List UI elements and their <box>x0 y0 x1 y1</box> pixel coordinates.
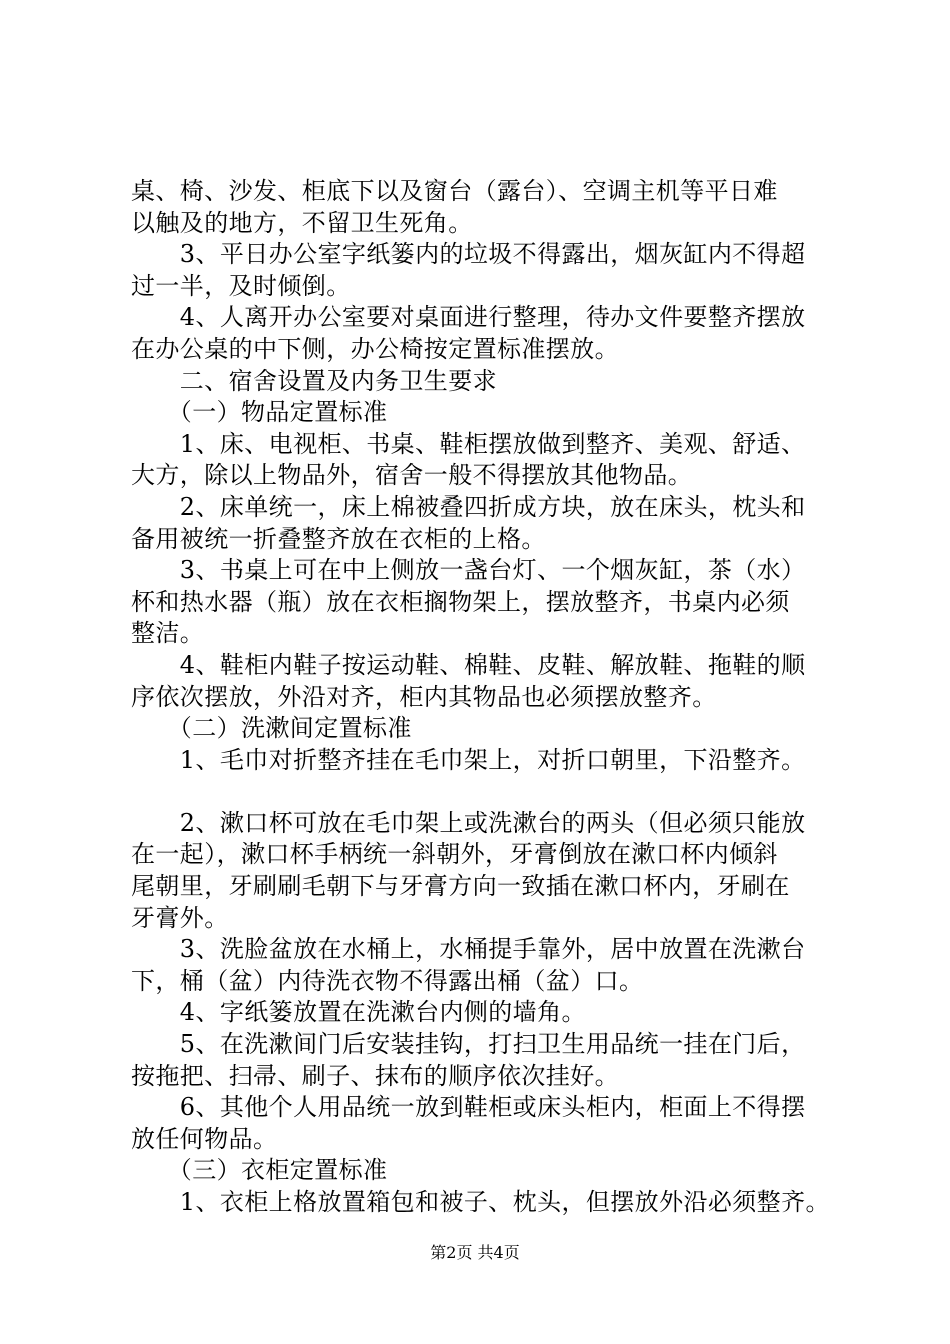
subsection-heading-items: （一）物品定置标准 <box>131 398 388 427</box>
text-line-28: 5、在洗漱间门后安装挂钩，打扫卫生用品统一挂在门后， <box>131 1030 806 1059</box>
text-line-29: 按拖把、扫帚、刷子、抹布的顺序依次挂好。 <box>131 1061 619 1090</box>
text-line-3: 3、平日办公室字纸篓内的垃圾不得露出，烟灰缸内不得超 <box>131 240 806 269</box>
text-line-31: 放任何物品。 <box>131 1124 278 1153</box>
blank-line <box>131 776 837 808</box>
text-line-23: 尾朝里，牙刷刷毛朝下与牙膏方向一致插在漱口杯内，牙刷在 <box>131 872 790 901</box>
text-line-27: 4、字纸篓放置在洗漱台内侧的墙角。 <box>131 998 586 1027</box>
text-line-4: 过一半，及时倾倒。 <box>131 271 351 300</box>
text-line-17: 序依次摆放，外沿对齐，柜内其物品也必须摆放整齐。 <box>131 682 717 711</box>
text-line-6: 在办公桌的中下侧，办公椅按定置标准摆放。 <box>131 334 619 363</box>
page-footer <box>0 1243 950 1263</box>
text-line-9: 1、床、电视柜、书桌、鞋柜摆放做到整齐、美观、舒适、 <box>131 429 806 458</box>
text-line-5: 4、人离开办公室要对桌面进行整理，待办文件要整齐摆放 <box>131 303 806 332</box>
text-line-25: 3、洗脸盆放在水桶上，水桶提手靠外，居中放置在洗漱台 <box>131 935 806 964</box>
subsection-heading-washroom: （二）洗漱间定置标准 <box>131 714 412 743</box>
text-line-14: 杯和热水器（瓶）放在衣柜搁物架上，摆放整齐，书桌内必须 <box>131 587 790 616</box>
document-body <box>131 176 837 1219</box>
text-line-2: 以触及的地方，不留卫生死角。 <box>131 208 473 237</box>
page-number-label: 第2页 共4页 <box>430 1243 520 1262</box>
text-line-10: 大方，除以上物品外，宿舍一般不得摆放其他物品。 <box>131 461 693 490</box>
text-line-11: 2、床单统一，床上棉被叠四折成方块，放在床头，枕头和 <box>131 492 806 521</box>
text-line-30: 6、其他个人用品统一放到鞋柜或床头柜内，柜面上不得摆 <box>131 1093 806 1122</box>
text-line-26: 下，桶（盆）内待洗衣物不得露出桶（盆）口。 <box>131 966 644 995</box>
text-line-24: 牙膏外。 <box>131 903 229 932</box>
text-line-16: 4、鞋柜内鞋子按运动鞋、棉鞋、皮鞋、解放鞋、拖鞋的顺 <box>131 650 806 679</box>
text-line-15: 整洁。 <box>131 619 205 648</box>
text-line-1: 桌、椅、沙发、柜底下以及窗台（露台）、空调主机等平日难 <box>131 177 778 205</box>
text-line-12: 备用被统一折叠整齐放在衣柜的上格。 <box>131 524 546 553</box>
subsection-heading-wardrobe: （三）衣柜定置标准 <box>131 1156 388 1185</box>
text-line-19: 1、毛巾对折整齐挂在毛巾架上，对折口朝里，下沿整齐。 <box>131 745 806 774</box>
text-line-33: 1、衣柜上格放置箱包和被子、枕头，但摆放外沿必须整齐。 <box>131 1188 830 1216</box>
text-line-22: 在一起），漱口杯手柄统一斜朝外，牙膏倒放在漱口杯内倾斜 <box>131 840 778 869</box>
text-line-21: 2、漱口杯可放在毛巾架上或洗漱台的两头（但必须只能放 <box>131 808 806 837</box>
text-line-13: 3、书桌上可在中上侧放一盏台灯、一个烟灰缸，茶（水） <box>131 556 806 585</box>
section-heading-dormitory: 二、宿舍设置及内务卫生要求 <box>131 366 497 395</box>
